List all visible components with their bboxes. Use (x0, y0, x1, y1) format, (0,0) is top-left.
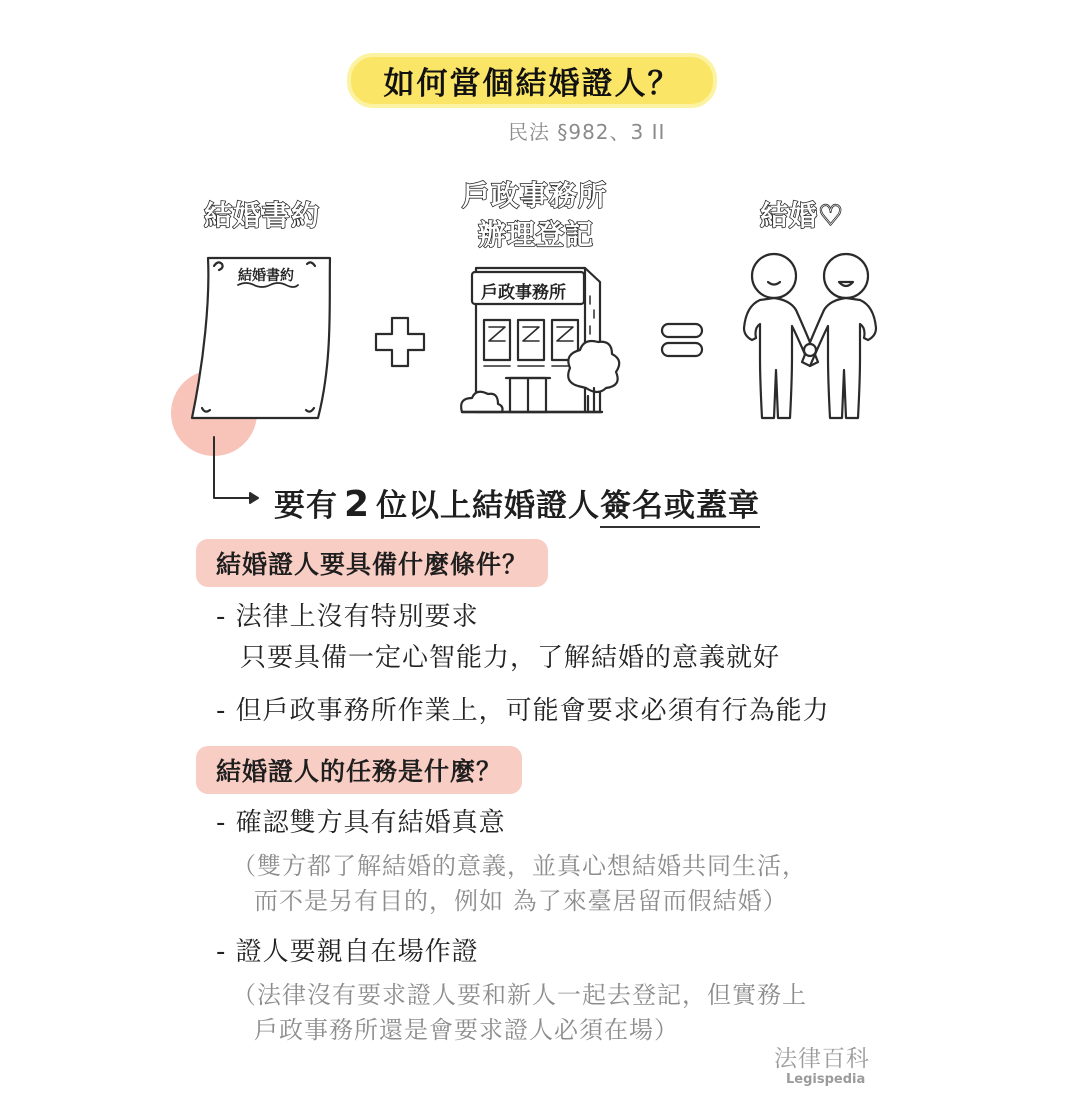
condition-bullet-1: - 法律上沒有特別要求 (216, 602, 479, 632)
equals-icon (662, 324, 702, 356)
section-header-duties: 結婚證人的任務是什麼？ (196, 746, 522, 794)
couple-icon (744, 254, 876, 418)
step-label-marriage: 結婚♡ (760, 199, 845, 232)
brand-logo: 法律百科 (774, 1046, 870, 1072)
duty-bullet-2: - 證人要親自在場作證 (216, 937, 479, 967)
step-label-contract: 結婚書約 (204, 199, 321, 232)
duty-note-2-line2: 戶政事務所還是會要求證人必須在場） (254, 1016, 679, 1044)
page-title-text: 如何當個結婚證人？ (383, 66, 681, 102)
duty-bullet-1: - 確認雙方具有結婚真意 (216, 808, 506, 838)
duty-note-2-line1: （法律沒有要求證人要和新人一起去登記，但實務上 (232, 981, 807, 1009)
duty-note-1-line2: 而不是另有目的，例如 為了來臺居留而假結婚） (254, 887, 788, 915)
requirement-underlined: 簽名或蓋章 (600, 488, 760, 528)
brand-logo-en: Legispedia (786, 1072, 866, 1087)
requirement-statement (274, 480, 760, 525)
plus-icon (376, 318, 424, 366)
requirement-prefix: 要有 (274, 488, 338, 524)
condition-bullet-2: - 但戶政事務所作業上，可能會要求必須有行為能力 (216, 696, 830, 726)
law-reference: 民法 §982、3 II (508, 120, 666, 144)
step-label-office-line1: 戶政事務所 (462, 179, 608, 212)
requirement-number: 2 (344, 484, 371, 525)
section-header-conditions: 結婚證人要具備什麼條件？ (196, 539, 548, 587)
office-sign-text: 戶政事務所 (481, 283, 566, 303)
step-label-office-line2: 辦理登記 (478, 218, 595, 251)
duty-note-1-line1: （雙方都了解結婚的意義，並真心想結婚共同生活， (232, 852, 807, 880)
condition-bullet-1-detail: 只要具備一定心智能力，了解結婚的意義就好 (240, 643, 781, 673)
contract-document-title: 結婚書約 (238, 268, 294, 284)
requirement-middle: 位以上結婚證人 (376, 488, 601, 524)
